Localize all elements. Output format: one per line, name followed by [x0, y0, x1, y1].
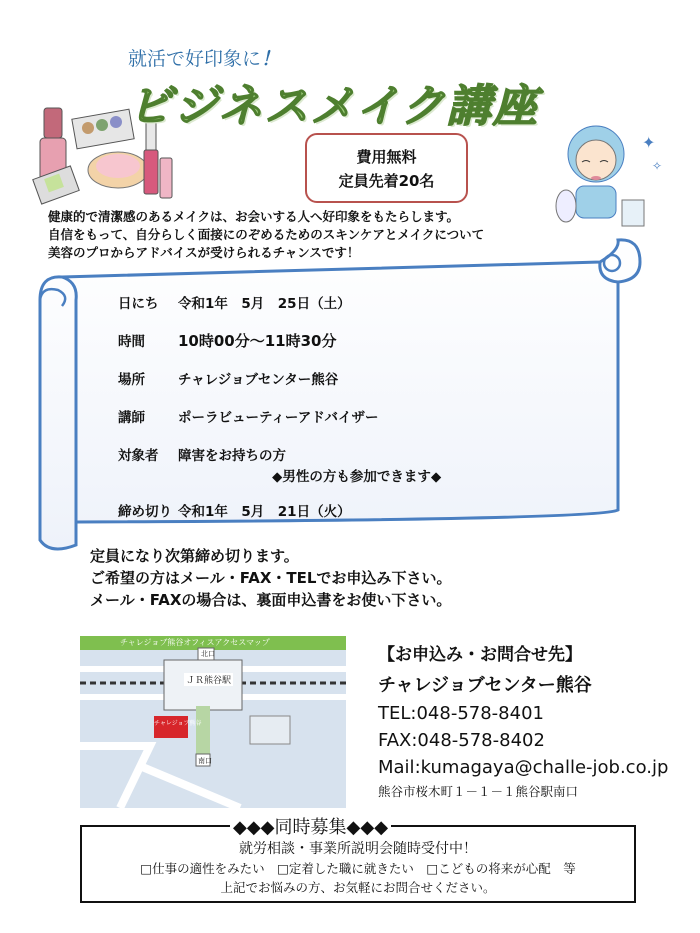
intro-line: 自信をもって、自分らしく面接にのぞめるためのスキンケアとメイクについて [48, 227, 485, 242]
event-subtitle [128, 44, 280, 71]
lecturer-value: ポーラビューティーアドバイザー [178, 410, 379, 426]
intro-line: 健康的で清潔感のあるメイクは、お会いする人へ好印象をもたらします。 [48, 209, 460, 224]
svg-text:✧: ✧ [652, 159, 663, 173]
badge-capacity: 定員先着20名 [338, 172, 435, 190]
date-value: 令和1年 5月 25日（土） [178, 296, 351, 312]
contact-mail[interactable]: Mail:kumagaya@challe-job.co.jp [378, 757, 669, 778]
intro-text [48, 208, 608, 262]
contact-info [378, 640, 668, 800]
target-value: 障害をお持ちの方 [178, 448, 286, 464]
contact-tel: TEL:048-578-8401 [378, 703, 544, 724]
subtitle-exclamation: ！ [261, 48, 281, 70]
time-value: 10時00分～11時30分 [178, 332, 337, 350]
svg-text:✦: ✦ [642, 133, 656, 152]
notice-line: ご希望の方はメール・FAX・TELでお申込み下さい。 [90, 569, 452, 587]
detail-time [118, 330, 337, 351]
map-north-exit: 北口 [201, 650, 215, 658]
contact-name: チャレジョブセンター熊谷 [378, 675, 592, 696]
application-notice [90, 545, 451, 611]
notice-line: 定員になり次第締め切ります。 [90, 547, 299, 565]
contact-address: 熊谷市桜木町１－１－１熊谷駅南口 [378, 784, 579, 799]
intro-line: 美容のプロからアドバイスが受けられるチャンスです！ [48, 245, 360, 260]
recruit-line: 上記でお悩みの方、お気軽にお問合せください。 [220, 880, 496, 895]
map-drawing [80, 636, 346, 808]
map-title: チャレジョブ熊谷オフィスアクセスマップ [120, 638, 270, 647]
notice-line: メール・FAXの場合は、裏面申込書をお使い下さい。 [90, 591, 452, 609]
deadline-value: 令和1年 5月 21日（火） [178, 504, 351, 520]
detail-date [118, 292, 351, 312]
fee-badge [305, 133, 468, 203]
deadline-label: 締め切り [118, 504, 172, 520]
contact-fax: FAX:048-578-8402 [378, 730, 545, 751]
access-map [80, 636, 346, 808]
target-label: 対象者 [118, 448, 159, 464]
recruit-line: 就労相談・事業所説明会随時受付中！ [239, 841, 477, 857]
date-label: 日にち [118, 296, 159, 312]
target-note: ◆男性の方も参加できます◆ [272, 469, 442, 485]
lecturer-label: 講師 [118, 410, 145, 426]
place-value: チャレジョブセンター熊谷 [178, 372, 339, 388]
detail-deadline [118, 500, 351, 520]
contact-heading: 【お申込み・お問合せ先】 [378, 645, 582, 665]
map-office-label: チャレジョブ熊谷 [154, 720, 202, 727]
recruit-body [80, 840, 636, 897]
map-station-label: ＪＲ熊谷駅 [184, 673, 233, 686]
subtitle-text: 就活で好印象に [128, 48, 262, 70]
time-label: 時間 [118, 334, 145, 350]
map-south-exit: 南口 [198, 757, 212, 765]
event-title: ビジネスメイク講座 [128, 81, 539, 132]
recruit-title: ◆◆◆同時募集◆◆◆ [230, 813, 391, 839]
recruit-line: □仕事の適性をみたい □定着した職に就きたい □こどもの将来が心配 等 [140, 861, 576, 876]
detail-target [118, 444, 286, 464]
detail-lecturer [118, 406, 378, 426]
badge-fee: 費用無料 [356, 148, 417, 166]
place-label: 場所 [118, 372, 145, 388]
detail-place [118, 368, 338, 388]
